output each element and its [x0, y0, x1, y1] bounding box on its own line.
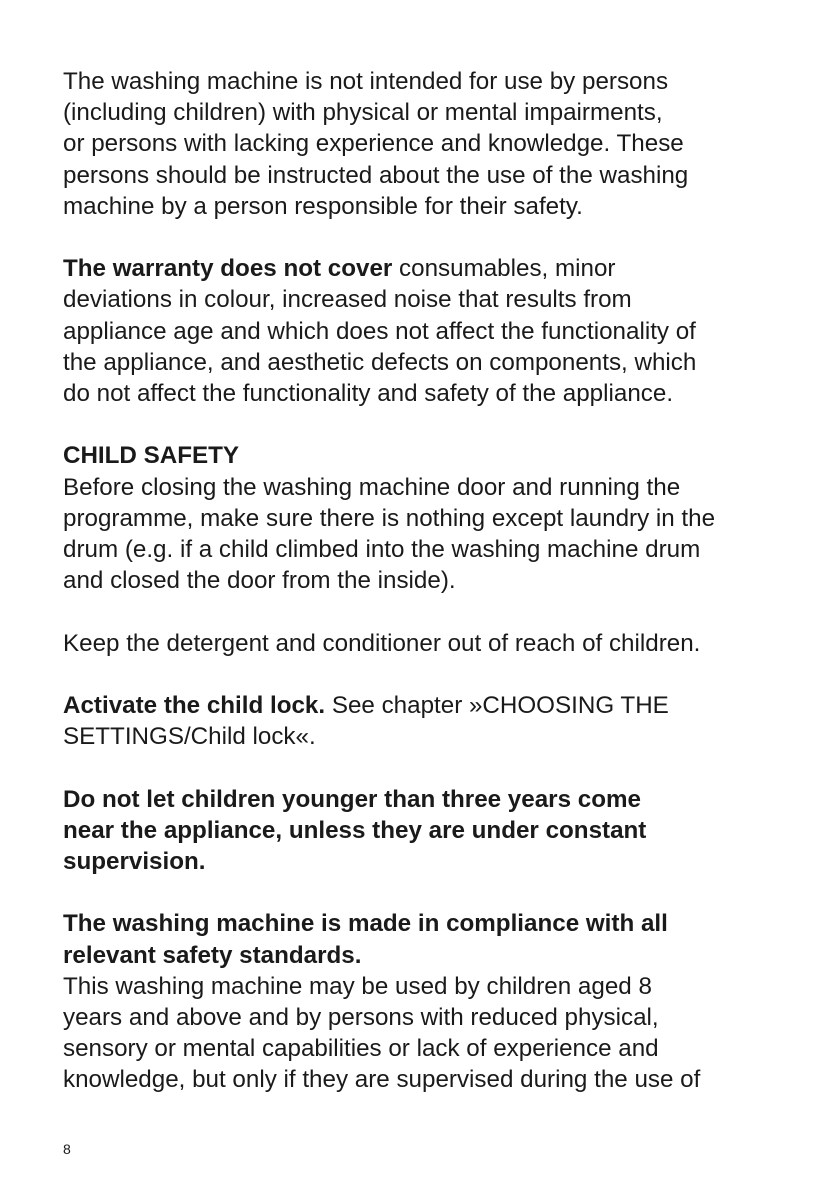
text-line: or persons with lacking experience and knowledge. These: [63, 130, 684, 158]
warranty-paragraph: [63, 253, 783, 409]
text-line: This washing machine may be used by children aged 8: [63, 972, 652, 1000]
compliance-paragraph: [63, 908, 783, 1095]
warranty-line-rest: consumables, minor: [392, 255, 616, 283]
text-line: Do not let children younger than three years come: [63, 785, 641, 813]
supervision-warning-paragraph: [63, 784, 783, 878]
text-line: machine by a person responsible for their safety.: [63, 192, 583, 220]
text-line: appliance age and which does not affect the functionality of: [63, 317, 696, 345]
child-lock-paragraph: [63, 690, 783, 752]
text-line: the appliance, and aesthetic defects on components, which: [63, 348, 697, 376]
child-safety-section: [63, 440, 783, 596]
text-line: years and above and by persons with reduced physical,: [63, 1004, 659, 1031]
text-line: The washing machine is not intended for use by persons: [63, 68, 669, 95]
text-line: SETTINGS/Child lock«.: [63, 723, 316, 751]
intended-use-paragraph: [63, 66, 783, 222]
text-line: The washing machine is made in compliance with all: [63, 910, 668, 938]
page-number: 8: [63, 1141, 71, 1157]
text-line: near the appliance, unless they are under constant: [63, 816, 647, 844]
text-line: drum (e.g. if a child climbed into the washing machine drum: [63, 536, 701, 564]
child-lock-line-rest: See chapter »CHOOSING THE: [325, 692, 669, 719]
detergent-paragraph: [63, 628, 783, 659]
text-line: sensory or mental capabilities or lack of experience and: [63, 1035, 659, 1063]
text-line: [63, 253, 783, 284]
text-line: supervision.: [63, 848, 206, 875]
text-line: relevant safety standards.: [63, 941, 362, 969]
text-line: knowledge, but only if they are supervised during the use of: [63, 1066, 701, 1094]
text-line: programme, make sure there is nothing except laundry in the: [63, 504, 716, 532]
child-lock-bold-lead: Activate the child lock.: [63, 692, 326, 719]
text-line: deviations in colour, increased noise that results from: [63, 286, 632, 314]
text-line: do not affect the functionality and safety of the appliance.: [63, 380, 674, 408]
text-line: (including children) with physical or mental impairments,: [63, 99, 663, 127]
text-line: Keep the detergent and conditioner out of reach of children.: [63, 629, 701, 657]
text-line: [63, 690, 783, 721]
document-page: [63, 66, 783, 1127]
text-line: and closed the door from the inside).: [63, 567, 456, 595]
warranty-bold-lead: The warranty does not cover: [63, 255, 393, 283]
text-line: persons should be instructed about the use of the washing: [63, 161, 689, 189]
child-safety-heading: CHILD SAFETY: [63, 442, 240, 470]
text-line: Before closing the washing machine door and running the: [63, 473, 681, 501]
